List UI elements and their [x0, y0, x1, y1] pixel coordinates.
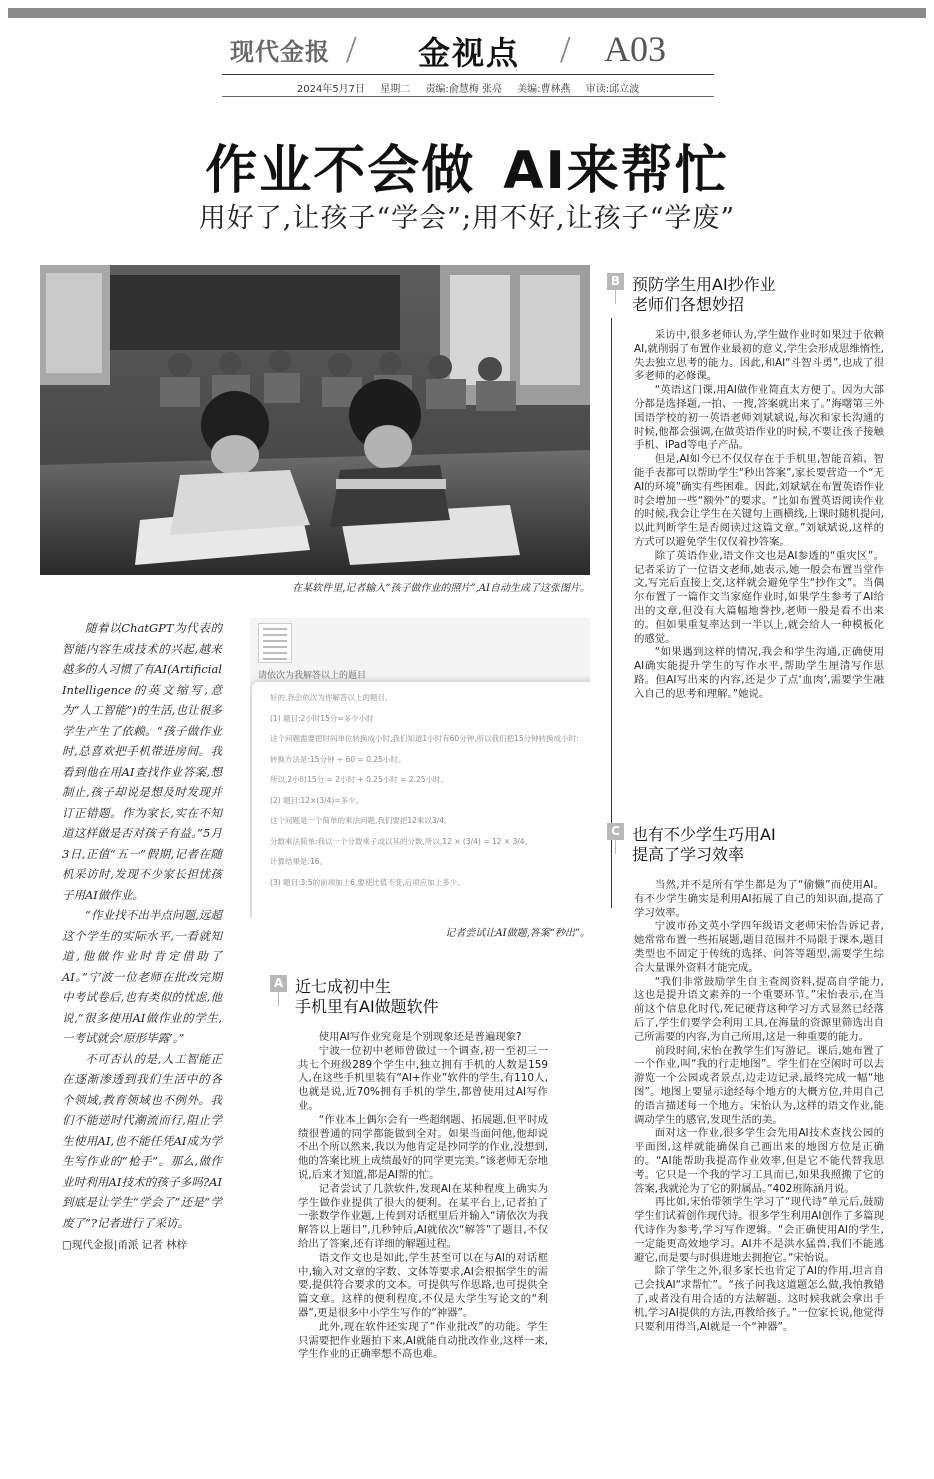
- headline-part1: 作业不会做: [205, 141, 476, 201]
- section-b-paragraph: 除了英语作业,语文作文也是AI参透的“重灾区”。记者采访了一位语文老师,她表示,她一般会布置当堂作文,写完后直接上交,这样就会避免学生“抄作文”。当偶尔布置了一篇作文当家庭作业时,如果学生参考了AI给出的文章,但没有大篇幅地誊抄,老师一般是看不出来的。但如果重复率达到一半以上,就会给人一种模板化的感觉。: [634, 549, 884, 645]
- section-c-paragraph: 前段时间,宋怡在教学生们写游记。课后,她布置了一个作业,叫“我的行走地图”。学生们在空闲时可以去游览一个公园或者景点,边走边记录,最终完成一幅“地图”。地图上要显示途经每个地方的大概方位,并用自己的语言描述每一个地方。宋怡认为,这样的语文作业,能调动学生的感官,发现生活的美。: [634, 1044, 884, 1126]
- lead-paragraph: “作业找不出半点问题,远超这个学生的实际水平,一看就知道,他做作业时肯定借助了AI。”宁波一位老师在批改完期中考试卷后,也有类似的忧虑,他说,“很多使用AI做作业的学生,一考试就会‘原形毕露’。”: [62, 908, 222, 1045]
- dateline-rule: [222, 96, 714, 97]
- section-b-body: [634, 329, 884, 702]
- badge-tick: [615, 290, 616, 304]
- prompt-text: 请依次为我解答以上的题目: [258, 671, 367, 681]
- headline-part2: AI来帮忙: [503, 141, 729, 201]
- section-a-paragraph: 记者尝试了几款软件,发现AI在某种程度上确实为学生做作业提供了很大的便利。在某平台上,记者拍了一张数学作业题,上传到对话框里后并输入“请依次为我解答以上题目”,几秒钟后,AI就依次“解答”了题目,不仅给出了答案,还有详细的解题过程。: [298, 1182, 548, 1250]
- answer-line: 转换方法是:15分钟 ÷ 60 = 0.25小时。: [270, 754, 406, 764]
- page-number: A03: [604, 29, 666, 69]
- byline: □现代金报|甬派 记者 林梓: [62, 1239, 188, 1251]
- section-b-title-line1: 预防学生用AI抄作业: [632, 275, 776, 294]
- section-c-paragraph: 当然,并不是所有学生都是为了“偷懒”而使用AI。有不少学生确实是利用AI拓展了自己的知识面,提高了学习效率。: [634, 879, 884, 919]
- section-c-title-line2: 提高了学习效率: [632, 845, 745, 864]
- section-name: 金视点: [418, 34, 521, 72]
- proofreader: 审读:邱立波: [585, 84, 640, 95]
- section-a-paragraph: 宁波一位初中老师曾做过一个调查,初一至初三一共七个班级289个学生中,独立拥有手机的人数是159人,在这些手机里装有“AI+作业”软件的学生,有110人,也就是说,近70%拥有手机的学生,都曾使用过AI写作业。: [298, 1044, 548, 1112]
- section-a-paragraph: “作业本上偶尔会有一些超纲题、拓展题,但平时成绩很普通的同学都能做到全对。如果当面问他,他却说不出个所以然来,我以为他肯定是抄同学的作业,没想到,他的答案比班上成绩最好的同学更完美。”该老师无奈地说,后来才知道,都是AI帮的忙。: [298, 1113, 548, 1181]
- section-c-body: [634, 879, 884, 1334]
- badge-tick: [615, 840, 616, 854]
- answer-line: 这个问题需要把时间单位转换成小时,我们知道1小时有60分钟,所以我们把15分钟转换成小时:: [270, 734, 579, 743]
- answer-line: 分数乘法简单:我以一个分数乘子或以其的分数,所以,12 × (3/4) = 12 × 3/4。: [270, 836, 533, 846]
- masthead: [222, 30, 712, 70]
- section-c-paragraph: 面对这一作业,很多学生会先用AI技术查找公园的平面图,这样就能确保自己画出来的地图方位是正确的。“AI能帮助我提高作业效率,但是它不能代替我思考。它只是一个我的学习工具而已,如果我照搬了它的答案,我就沦为了它的附属品。”402班陈涵月说。: [634, 1127, 884, 1195]
- section-badge: B: [607, 273, 624, 290]
- section-c-paragraph: “我们非常鼓励学生自主查阅资料,提高自学能力,这也是提升语文素养的一个重要环节。”宋怡表示,在当前这个信息化时代,死记硬背这种学习方式显然已经落后了,学生们要学会利用工具,在海量的资源里筛选出自己所需要的内容,为自己所用,这是一种重要的能力。: [634, 975, 884, 1043]
- section-c-paragraph: 除了学生之外,很多家长也肯定了AI的作用,坦言自己会找AI“求帮忙”。“孩子问我这道题怎么做,我怕教错了,或者没有用合适的方法解题。这时候我就会拿出手机,学习AI提供的方法,再教给孩子。”一位家长说,他觉得只要利用得当,AI就是一个“神器”。: [634, 1265, 884, 1333]
- answer-line: 所以,2小时15分 = 2小时 + 0.25小时 = 2.25小时。: [270, 775, 449, 784]
- editor: 责编:俞慧梅 张亮: [425, 84, 502, 95]
- top-bar: [8, 8, 926, 18]
- section-c-heading: [607, 820, 927, 864]
- answer-card: [252, 682, 590, 918]
- answer-line: (3) 题目:3:5的前项加上6,要使比值不变,后项应加上多少。: [270, 877, 465, 887]
- section-badge: A: [270, 975, 287, 992]
- section-b-title-line2: 老师们各想妙招: [632, 295, 745, 314]
- weekday: 星期二: [380, 84, 411, 95]
- section-a-heading: [270, 972, 600, 1016]
- masthead-slash: /: [560, 29, 571, 71]
- lead-paragraph: 随着以ChatGPT为代表的智能内容生成技术的兴起,越来越多的人习惯了有AI(Artificial Intelligence的英文缩写,意为“人工智能”)的生活,也让很多学生产生了依赖。“孩子做作业时,总喜欢把手机带进房间。我看到他在用AI查找作业答案,想制止,孩子却说是想及时发现并订正错题。作为家长,实在不知道这样做是否对孩子有益。”5月3日,正值“五一”假期,记者在随机采访时,发现不少家长担忧孩子用AI做作业。: [62, 621, 222, 902]
- answer-line: 好的,我会依次为你解答以上的题目。: [270, 693, 393, 702]
- subheadline: 用好了,让孩子“学会”;用不好,让孩子“学废”: [198, 203, 736, 234]
- section-a-title-line1: 近七成初中生: [295, 977, 392, 996]
- section-b-paragraph: “英语这门课,用AI做作业简直太方便了。因为大部分都是选择题,一拍、一搜,答案就出来了。”海曙第三外国语学校的初一英语老师刘斌斌说,每次和家长沟通的时候,他都会强调,在做英语作业的时候,不要让孩子接触手机、iPad等电子产品。: [634, 384, 884, 452]
- classroom-photo: [40, 265, 590, 575]
- ai-answer-screenshot: [250, 618, 590, 918]
- section-c-title-line1: 也有不少学生巧用AI: [632, 825, 776, 844]
- section-badge: C: [607, 823, 624, 840]
- date: 2024年5月7日: [296, 84, 366, 95]
- section-b-paragraph: “如果遇到这样的情况,我会和学生沟通,正确使用AI确实能提升学生的写作水平,帮助学生厘清写作思路。但AI写出来的内容,还是少了点‘血肉’,需要学生融入自己的思考和理解。”她说。: [634, 646, 884, 700]
- section-a-body: [298, 1031, 548, 1362]
- section-b-heading: [607, 270, 927, 314]
- dateline: [222, 80, 714, 95]
- document-icon: [258, 623, 292, 663]
- answer-line: 这个问题是一个简单的乘法问题,我们要把12乘以3/4。: [270, 816, 452, 825]
- lead-paragraph: 不可否认的是,人工智能正在逐渐渗透到我们生活中的各个领域,教育领域也不例外。我们不能逆时代潮流而行,阻止学生使用AI,也不能任凭AI成为学生写作业的“枪手”。那么,做作业时利用AI技术的孩子多吗?AI到底是让学生“学会了”还是“学废了”?记者进行了采访。: [62, 1051, 222, 1230]
- section-b-paragraph: 采访中,很多老师认为,学生做作业时如果过于依赖AI,就削弱了布置作业最初的意义,学生会形成思维惰性,失去独立思考的能力。因此,和AI“斗智斗勇”,也成了很多老师的必修课。: [634, 329, 884, 383]
- section-a-paragraph: 语文作文也是如此,学生甚至可以在与AI的对话框中,输入对文章的字数、文体等要求,AI会根据学生的需要,提供符合要求的文本。可提供写作思路,也可提供全篇文章。这样的便利程度,不仅是大学生写论文的“利器”,更是很多中小学生写作的“神器”。: [298, 1251, 548, 1319]
- answer-line: 计算结果是:16。: [270, 857, 328, 866]
- answer-line: (2) 题目:12×(3/4)=多少。: [270, 795, 364, 805]
- badge-tick: [278, 992, 279, 1006]
- section-c-paragraph: 再比如,宋怡带领学生学习了“现代诗”单元后,鼓励学生们试着创作现代诗。很多学生利用AI创作了多篇现代诗作为参考,学习写作逻辑。“会正确使用AI的学生,一定能更高效地学习。AI并不是洪水猛兽,我们不能逃避它,而是要与时俱进地去拥抱它。”宋怡说。: [634, 1196, 884, 1264]
- lead-column: [62, 618, 222, 1256]
- masthead-slash: /: [346, 29, 357, 71]
- headline: [0, 128, 934, 203]
- section-c-paragraph: 宁波市孙文英小学四年级语文老师宋怡告诉记者,她常常布置一些拓展题,题目范围并不局限于课本,题目类型也不固定于传统的选择、问答等题型,需要学生综合大量课外资料才能完成。: [634, 920, 884, 974]
- section-a-paragraph: 使用AI写作业究竟是个别现象还是普遍现象?: [318, 1031, 522, 1043]
- screenshot-caption: 记者尝试让AI做题,答案“秒出”。: [445, 928, 590, 939]
- section-a-title-line2: 手机里有AI做题软件: [295, 997, 439, 1016]
- section-a-paragraph: 此外,现在软件还实现了“作业批改”的功能。学生只需要把作业题拍下来,AI就能自动批改作业,这样一来,学生作业的正确率想不高也难。: [298, 1320, 548, 1361]
- paper-name: 现代金报: [230, 37, 330, 66]
- section-b-paragraph: 但是,AI如今已不仅仅存在于手机里,智能音箱、智能手表都可以帮助学生“秒出答案”,家长要营造一个“无AI的环境”确实有些困难。因此,刘斌斌在布置英语作业时会增加一些“额外”的要求。“比如布置英语阅读作业的时候,我会让学生在关键句上画横线,上课时随机提问,以此判断学生是否阅读过这篇文章。”刘斌斌说,这样的方式可以避免学生仅仅着抄答案。: [634, 453, 884, 548]
- answer-line: (1) 题目:2小时15分=多少小时: [270, 713, 374, 723]
- masthead-rule: [222, 74, 714, 75]
- designer: 美编:曹林燕: [517, 84, 571, 95]
- photo-caption: 在某软件里,记者输入“孩子做作业的照片”,AI自动生成了这张图片。: [292, 583, 590, 594]
